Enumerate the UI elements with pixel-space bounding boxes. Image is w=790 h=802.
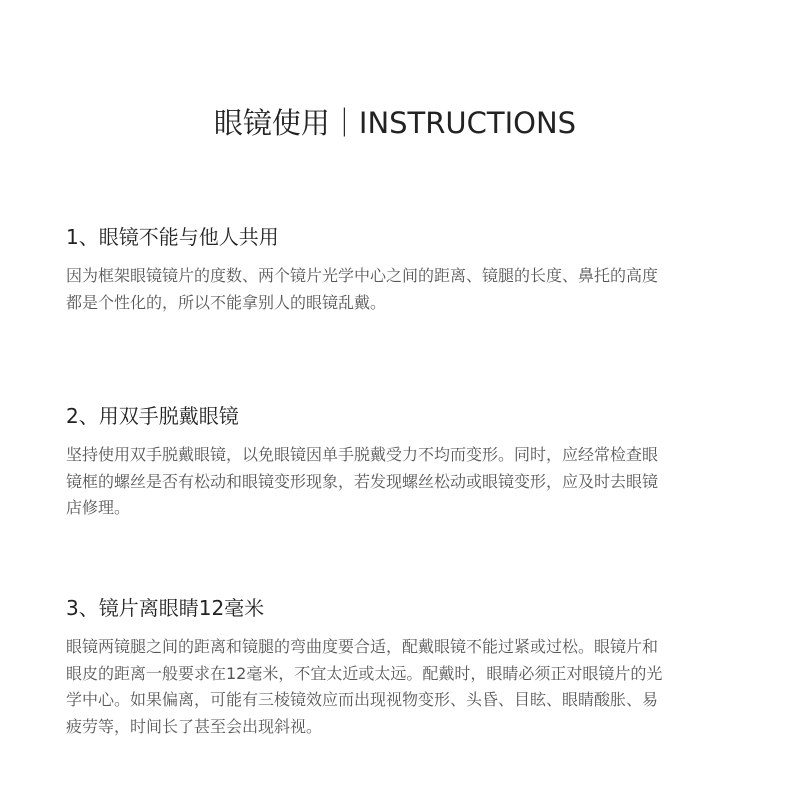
section-body [66, 442, 756, 522]
section-heading: 1、眼镜不能与他人共用 [66, 225, 279, 249]
section-heading: 3、镜片离眼睛12毫米 [66, 596, 265, 620]
body-line: 镜框的螺丝是否有松动和眼镜变形现象，若发现螺丝松动或眼镜变形，应及时去眼镜 [66, 471, 659, 491]
section-body [66, 263, 756, 316]
body-line: 疲劳等，时间长了甚至会出现斜视。 [66, 716, 323, 736]
body-line: 眼皮的距离一般要求在12毫米，不宜太近或太远。配戴时，眼睛必须正对眼镜片的光 [66, 663, 663, 683]
body-line: 都是个性化的，所以不能拿别人的眼镜乱戴。 [66, 292, 387, 312]
body-line: 因为框架眼镜镜片的度数、两个镜片光学中心之间的距离、镜腿的长度、鼻托的高度 [66, 266, 659, 285]
body-line: 坚持使用双手脱戴眼镜，以免眼镜因单手脱戴受力不均而变形。同时，应经常检查眼 [66, 445, 659, 464]
section-heading: 2、用双手脱戴眼镜 [66, 404, 239, 428]
section-body [66, 634, 756, 740]
body-line: 店修理。 [66, 498, 131, 517]
page-title: 眼镜使用｜INSTRUCTIONS [213, 106, 577, 140]
instruction-section-1 [66, 223, 756, 316]
instruction-section-2 [66, 402, 756, 522]
body-line: 学中心。如果偏离，可能有三棱镜效应而出现视物变形、头昏、目眩、眼睛酸胀、易 [66, 690, 659, 709]
instruction-section-3 [66, 594, 756, 740]
body-line: 眼镜两镜腿之间的距离和镜腿的弯曲度要合适，配戴眼镜不能过紧或过松。眼镜片和 [66, 637, 659, 656]
